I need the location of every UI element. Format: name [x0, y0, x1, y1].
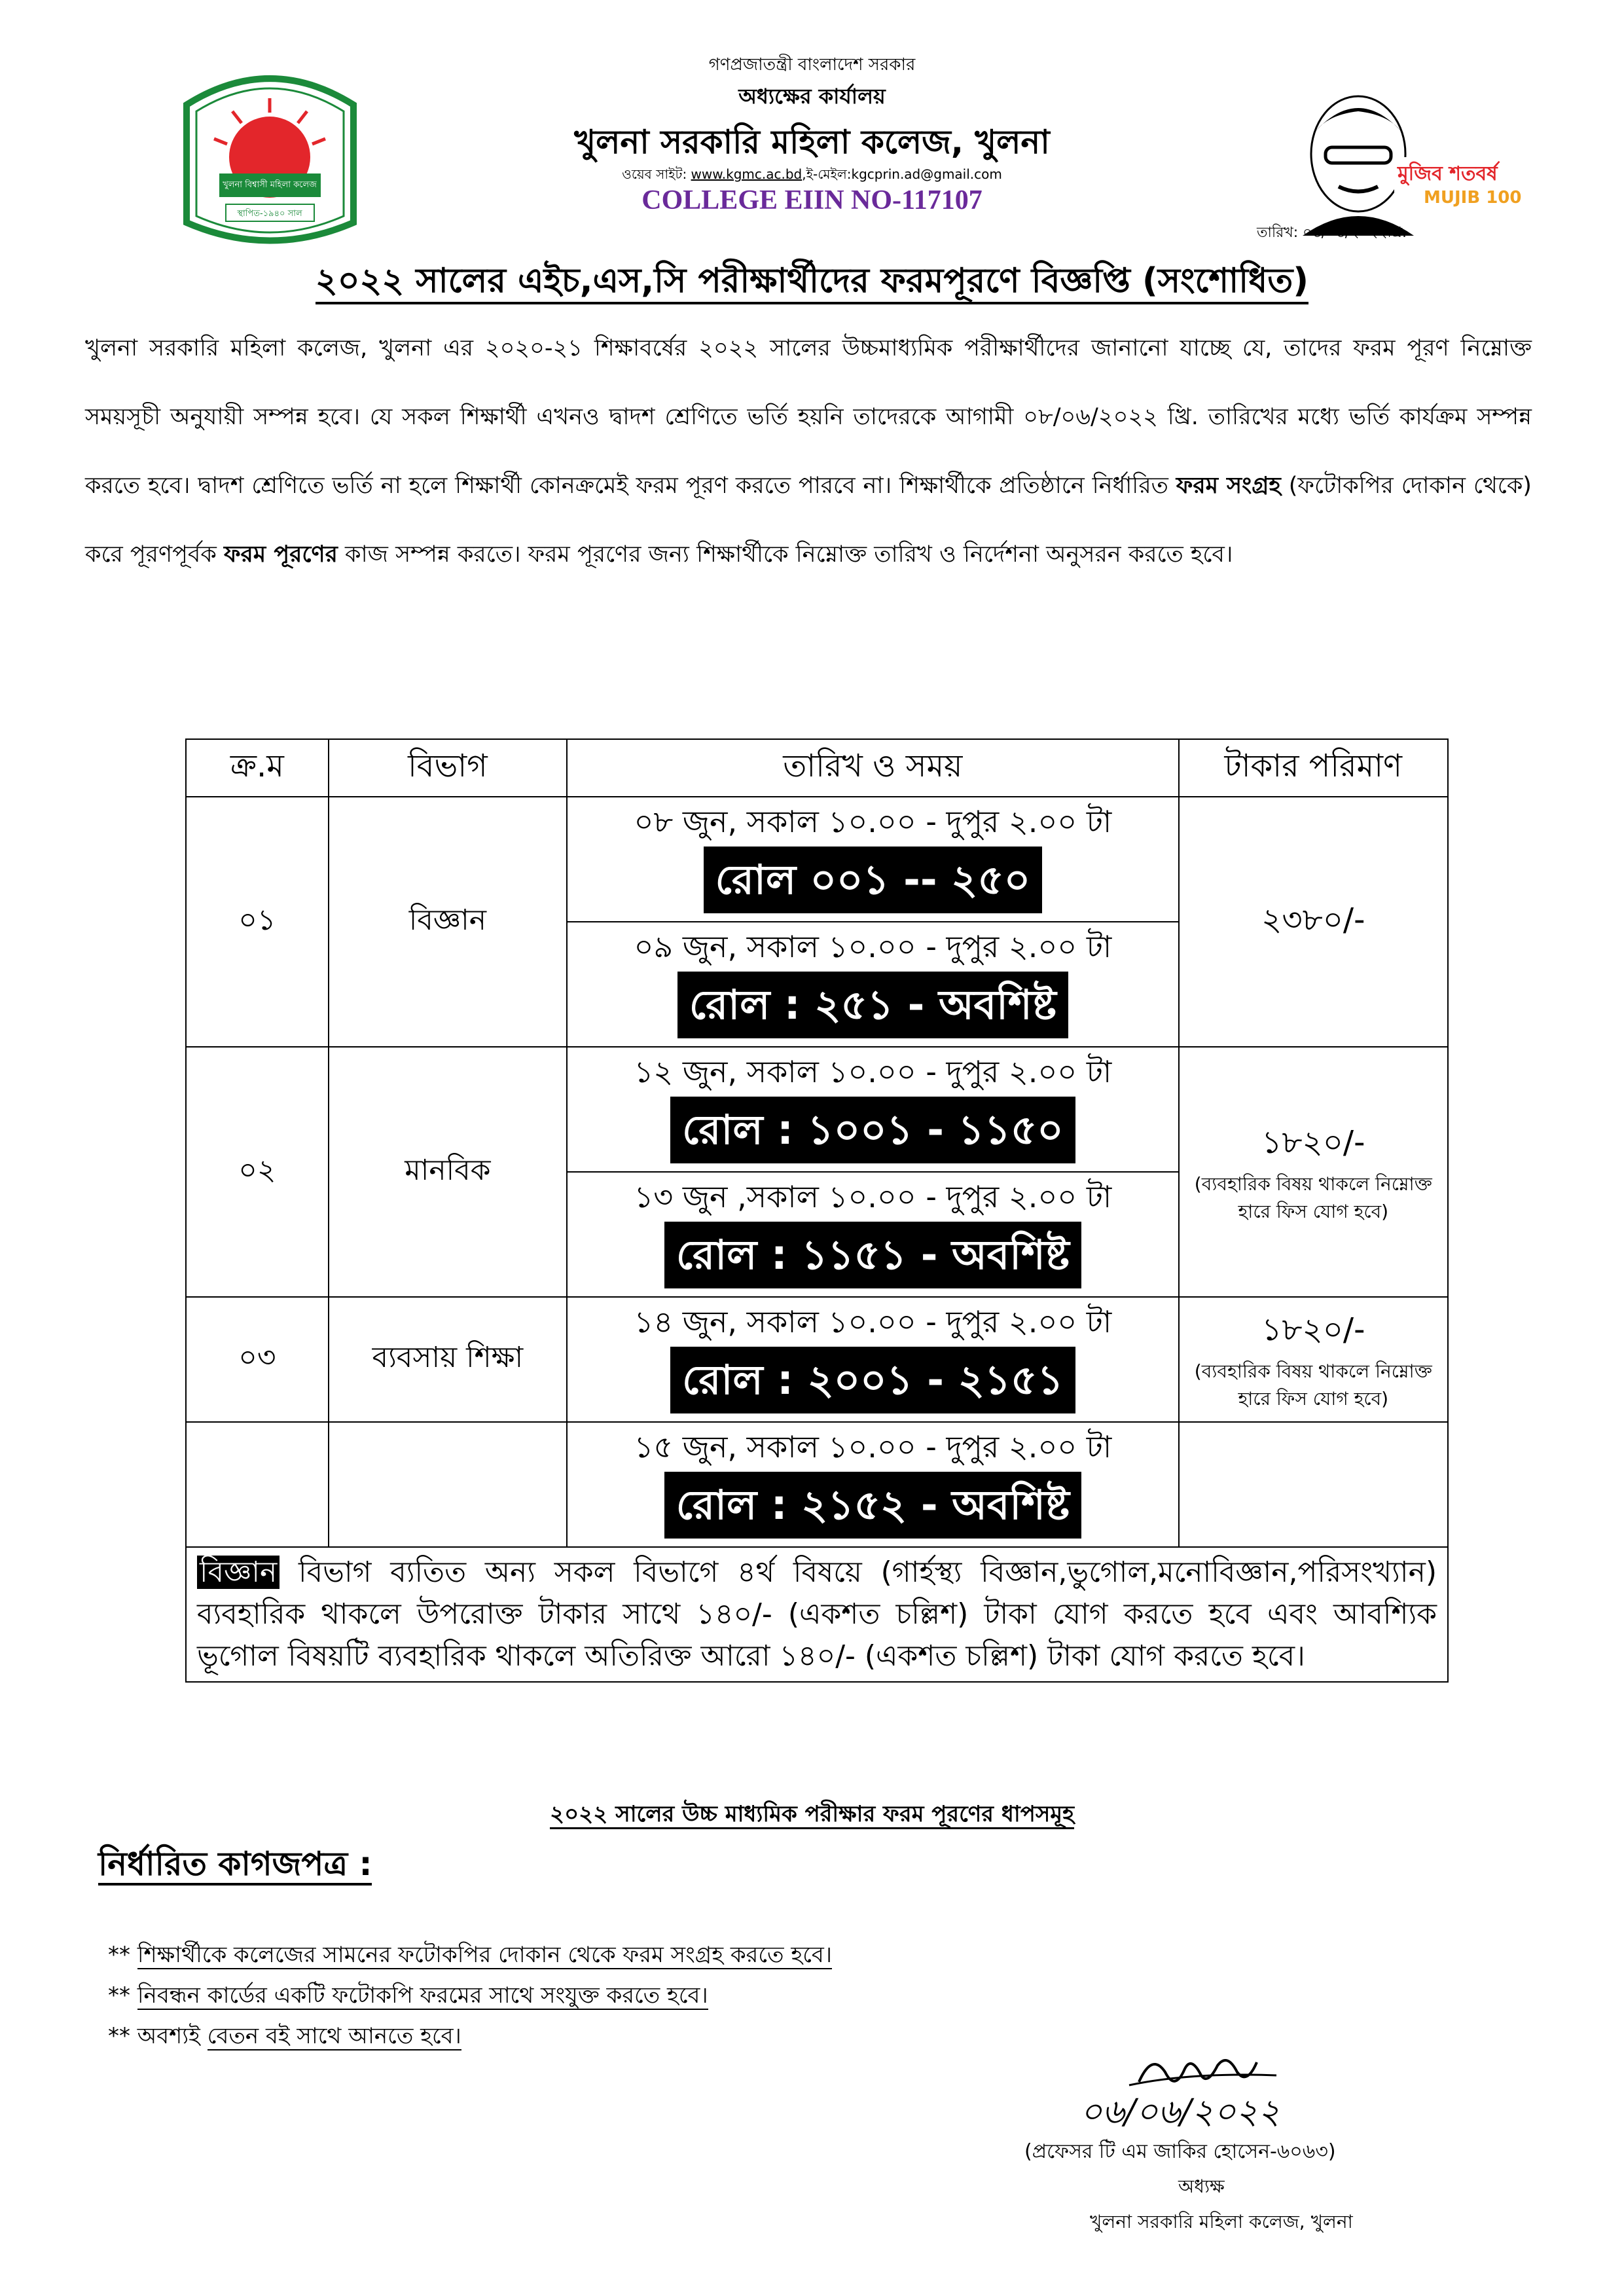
- svg-text:মুজিব শতবর্ষ: মুজিব শতবর্ষ: [1398, 162, 1498, 185]
- government-name: গণপ্রজাতন্ত্রী বাংলাদেশ সরকার: [708, 55, 916, 75]
- col-serial: ক্র.ম: [186, 739, 329, 797]
- svg-text:MUJIB 100: MUJIB 100: [1424, 188, 1522, 208]
- row-slots: [567, 1422, 1179, 1547]
- office-name: অধ্যক্ষের কার্যালয়: [738, 84, 886, 109]
- intro-paragraph: [85, 314, 1532, 589]
- slot-time: ১২ জুন, সকাল ১০.০০ - দুপুর ২.০০ টা: [634, 1054, 1112, 1089]
- col-fee: টাকার পরিমাণ: [1179, 739, 1448, 797]
- signature-college: খুলনা সরকারি মহিলা কলেজ, খুলনা: [1090, 2211, 1353, 2232]
- documents-list: [108, 1935, 832, 2056]
- list-item: [108, 1975, 832, 2016]
- notice-title-text: ২০২২ সালের এইচ,এস,সি পরীক্ষার্থীদের ফরমপূরণে বিজ্ঞপ্তি (সংশোধিত): [316, 261, 1308, 304]
- handwritten-signature: [1060, 2046, 1362, 2131]
- row-department: মানবিক: [329, 1047, 567, 1297]
- row-department: ব্যবসায় শিক্ষা: [329, 1297, 567, 1422]
- table-row: [186, 1422, 1448, 1547]
- principal-title: অধ্যক্ষ: [1178, 2176, 1225, 2197]
- row-slots: [567, 1047, 1179, 1297]
- row-fee: [1179, 1047, 1448, 1297]
- row-serial: [186, 1422, 329, 1547]
- row-slots: [567, 1297, 1179, 1422]
- list-item-text: বেতন বই সাথে আনতে হবে।: [207, 2023, 461, 2049]
- row-fee: [1179, 1422, 1448, 1547]
- email-label: ,ই-মেইল:: [802, 166, 852, 182]
- steps-title-text: ২০২২ সালের উচ্চ মাধ্যমিক পরীক্ষার ফরম পূরণের ধাপসমূহ: [550, 1801, 1074, 1829]
- fee-note: (ব্যবহারিক বিষয় থাকলে নিম্নোক্ত হারে ফিস যোগ হবে): [1194, 1360, 1432, 1410]
- notice-date: তারিখ: ০৬/০৬/২০২২খ্রি.: [1257, 225, 1407, 241]
- slot-roll: রোল : ১০০১ - ১১৫০: [670, 1097, 1075, 1163]
- slot-roll: রোল : ২৫১ - অবশিষ্ট: [677, 972, 1068, 1038]
- list-item-text: নিবন্ধন কার্ডের একটি ফটোকপি ফরমের সাথে সংযুক্ত করতে হবে।: [137, 1982, 708, 2009]
- list-item: [108, 2016, 832, 2056]
- svg-text:০৬/০৬/২০২২: ০৬/০৬/২০২২: [1080, 2092, 1280, 2132]
- documents-heading-text: নির্ধারিত কাগজপত্র :: [98, 1845, 372, 1886]
- college-eiin: COLLEGE EIIN NO-117107: [641, 185, 983, 215]
- slot: [568, 797, 1178, 922]
- slot-time: ১৫ জুন, সকাল ১০.০০ - দুপুর ২.০০ টা: [634, 1429, 1112, 1465]
- table-row: [186, 1297, 1448, 1422]
- intro-bold-form-collect: ফরম সংগ্রহ: [1176, 473, 1281, 499]
- documents-heading: [98, 1840, 372, 1894]
- table-note-row: [186, 1547, 1448, 1682]
- schedule-table: [185, 738, 1449, 1683]
- slot-roll: রোল ০০১ -- ২৫০: [704, 847, 1042, 913]
- note-highlight: বিজ্ঞান: [197, 1556, 280, 1589]
- col-date-time: তারিখ ও সময়: [567, 739, 1179, 797]
- list-item-prefix: **: [108, 1982, 137, 2009]
- table-header-row: [186, 739, 1448, 797]
- list-item: [108, 1935, 832, 1975]
- slot-roll: রোল : ২০০১ - ২১৫১: [670, 1347, 1075, 1413]
- college-name: খুলনা সরকারি মহিলা কলেজ, খুলনা: [574, 123, 1050, 161]
- intro-bold-form-fillup: ফরম পূরণের: [223, 541, 338, 568]
- note-text: বিভাগ ব্যতিত অন্য সকল বিভাগে ৪র্থ বিষয়ে (গার্হস্থ্য বিজ্ঞান,ভুগোল,মনোবিজ্ঞান,পরিসংখ্যান) ব্যবহারিক থাকলে উপরোক্ত টাকার সাথে ১৪০/- (একশত চল্লিশ) টাকা যোগ করতে হবে এবং আবশ্যিক ভূগোল বিষয়টি ব্যবহারিক থাকলে অতিরিক্ত আরো ১৪০/- (একশত চল্লিশ) টাকা যোগ করতে হবে।: [197, 1556, 1437, 1673]
- row-slots: [567, 797, 1179, 1047]
- fee-amount: ১৮২০/-: [1261, 1123, 1365, 1161]
- mujib-100-portrait: [1283, 85, 1522, 236]
- slot-roll: রোল : ২১৫২ - অবশিষ্ট: [664, 1472, 1081, 1539]
- intro-text-3: কাজ সম্পন্ন করতে। ফরম পূরণের জন্য শিক্ষার্থীকে নিম্নোক্ত তারিখ ও নির্দেশনা অনুসরন করতে হবে।: [337, 541, 1233, 568]
- list-item-text: শিক্ষার্থীকে কলেজের সামনের ফটোকপির দোকান থেকে ফরম সংগ্রহ করতে হবে।: [137, 1942, 832, 1968]
- slot-time: ১৪ জুন, সকাল ১০.০০ - দুপুর ২.০০ টা: [634, 1304, 1112, 1339]
- fee-amount: ২৩৮০/-: [1261, 901, 1365, 938]
- svg-text:স্থাপিত-১৯৪০ সাল: স্থাপিত-১৯৪০ সাল: [237, 209, 302, 219]
- slot: [568, 1173, 1178, 1296]
- row-serial: ০২: [186, 1047, 329, 1297]
- slot: [568, 1048, 1178, 1173]
- row-fee: [1179, 797, 1448, 1047]
- slot-time: ১৩ জুন ,সকাল ১০.০০ - দুপুর ২.০০ টা: [634, 1179, 1112, 1214]
- website-link[interactable]: www.kgmc.ac.bd: [691, 166, 803, 182]
- steps-title: [0, 1797, 1624, 1834]
- slot-roll: রোল : ১১৫১ - অবশিষ্ট: [664, 1222, 1081, 1288]
- row-department: বিজ্ঞান: [329, 797, 567, 1047]
- email-address[interactable]: kgcprin.ad@gmail.com: [851, 166, 1002, 182]
- slot: [568, 922, 1178, 1046]
- slot-time: ০৮ জুন, সকাল ১০.০০ - দুপুর ২.০০ টা: [634, 804, 1112, 839]
- slot: [568, 1423, 1178, 1546]
- table-row: [186, 1047, 1448, 1297]
- principal-name: (প্রফেসর টি এম জাকির হোসেন-৬০৬৩): [1024, 2140, 1336, 2163]
- row-fee: [1179, 1297, 1448, 1422]
- notice-title: [0, 254, 1624, 311]
- slot-time: ০৯ জুন, সকাল ১০.০০ - দুপুর ২.০০ টা: [634, 929, 1112, 964]
- intro-text-2: (ফটোকপির দোকান থেকে) করে পূরণপূর্বক: [85, 473, 1532, 568]
- table-row: [186, 797, 1448, 1047]
- website-label: ওয়েব সাইট:: [622, 166, 687, 182]
- list-item-prefix: **: [108, 1942, 137, 1968]
- list-item-prefix: ** অবশ্যই: [108, 2023, 208, 2049]
- fee-note: (ব্যবহারিক বিষয় থাকলে নিম্নোক্ত হারে ফিস যোগ হবে): [1194, 1173, 1432, 1222]
- row-department: [329, 1422, 567, 1547]
- col-department: বিভাগ: [329, 739, 567, 797]
- intro-text-1: খুলনা সরকারি মহিলা কলেজ, খুলনা এর ২০২০-২১ শিক্ষাবর্ষের ২০২২ সালের উচ্চমাধ্যমিক পরীক্ষার্থীদের জানানো যাচ্ছে যে, তাদের ফরম পূরণ নিম্নোক্ত সময়সূচী অনুযায়ী সম্পন্ন হবে। যে সকল শিক্ষার্থী এখনও দ্বাদশ শ্রেণিতে ভর্তি হয়নি তাদেরকে আগামী ০৮/০৬/২০২২ খ্রি. তারিখের মধ্যে ভর্তি কার্যক্রম সম্পন্ন করতে হবে। দ্বাদশ শ্রেণিতে ভর্তি না হলে শিক্ষার্থী কোনক্রমেই ফরম পূরণ করতে পারবে না। শিক্ষার্থীকে প্রতিষ্ঠানে নির্ধারিত: [85, 335, 1532, 499]
- fee-amount: ১৮২০/-: [1261, 1311, 1365, 1348]
- svg-text:খুলনা বিশ্বাসী মহিলা কলেজ: খুলনা বিশ্বাসী মহিলা কলেজ: [223, 180, 317, 190]
- row-serial: ০৩: [186, 1297, 329, 1422]
- practical-fee-note: [186, 1547, 1448, 1682]
- slot: [568, 1298, 1178, 1421]
- row-serial: ০১: [186, 797, 329, 1047]
